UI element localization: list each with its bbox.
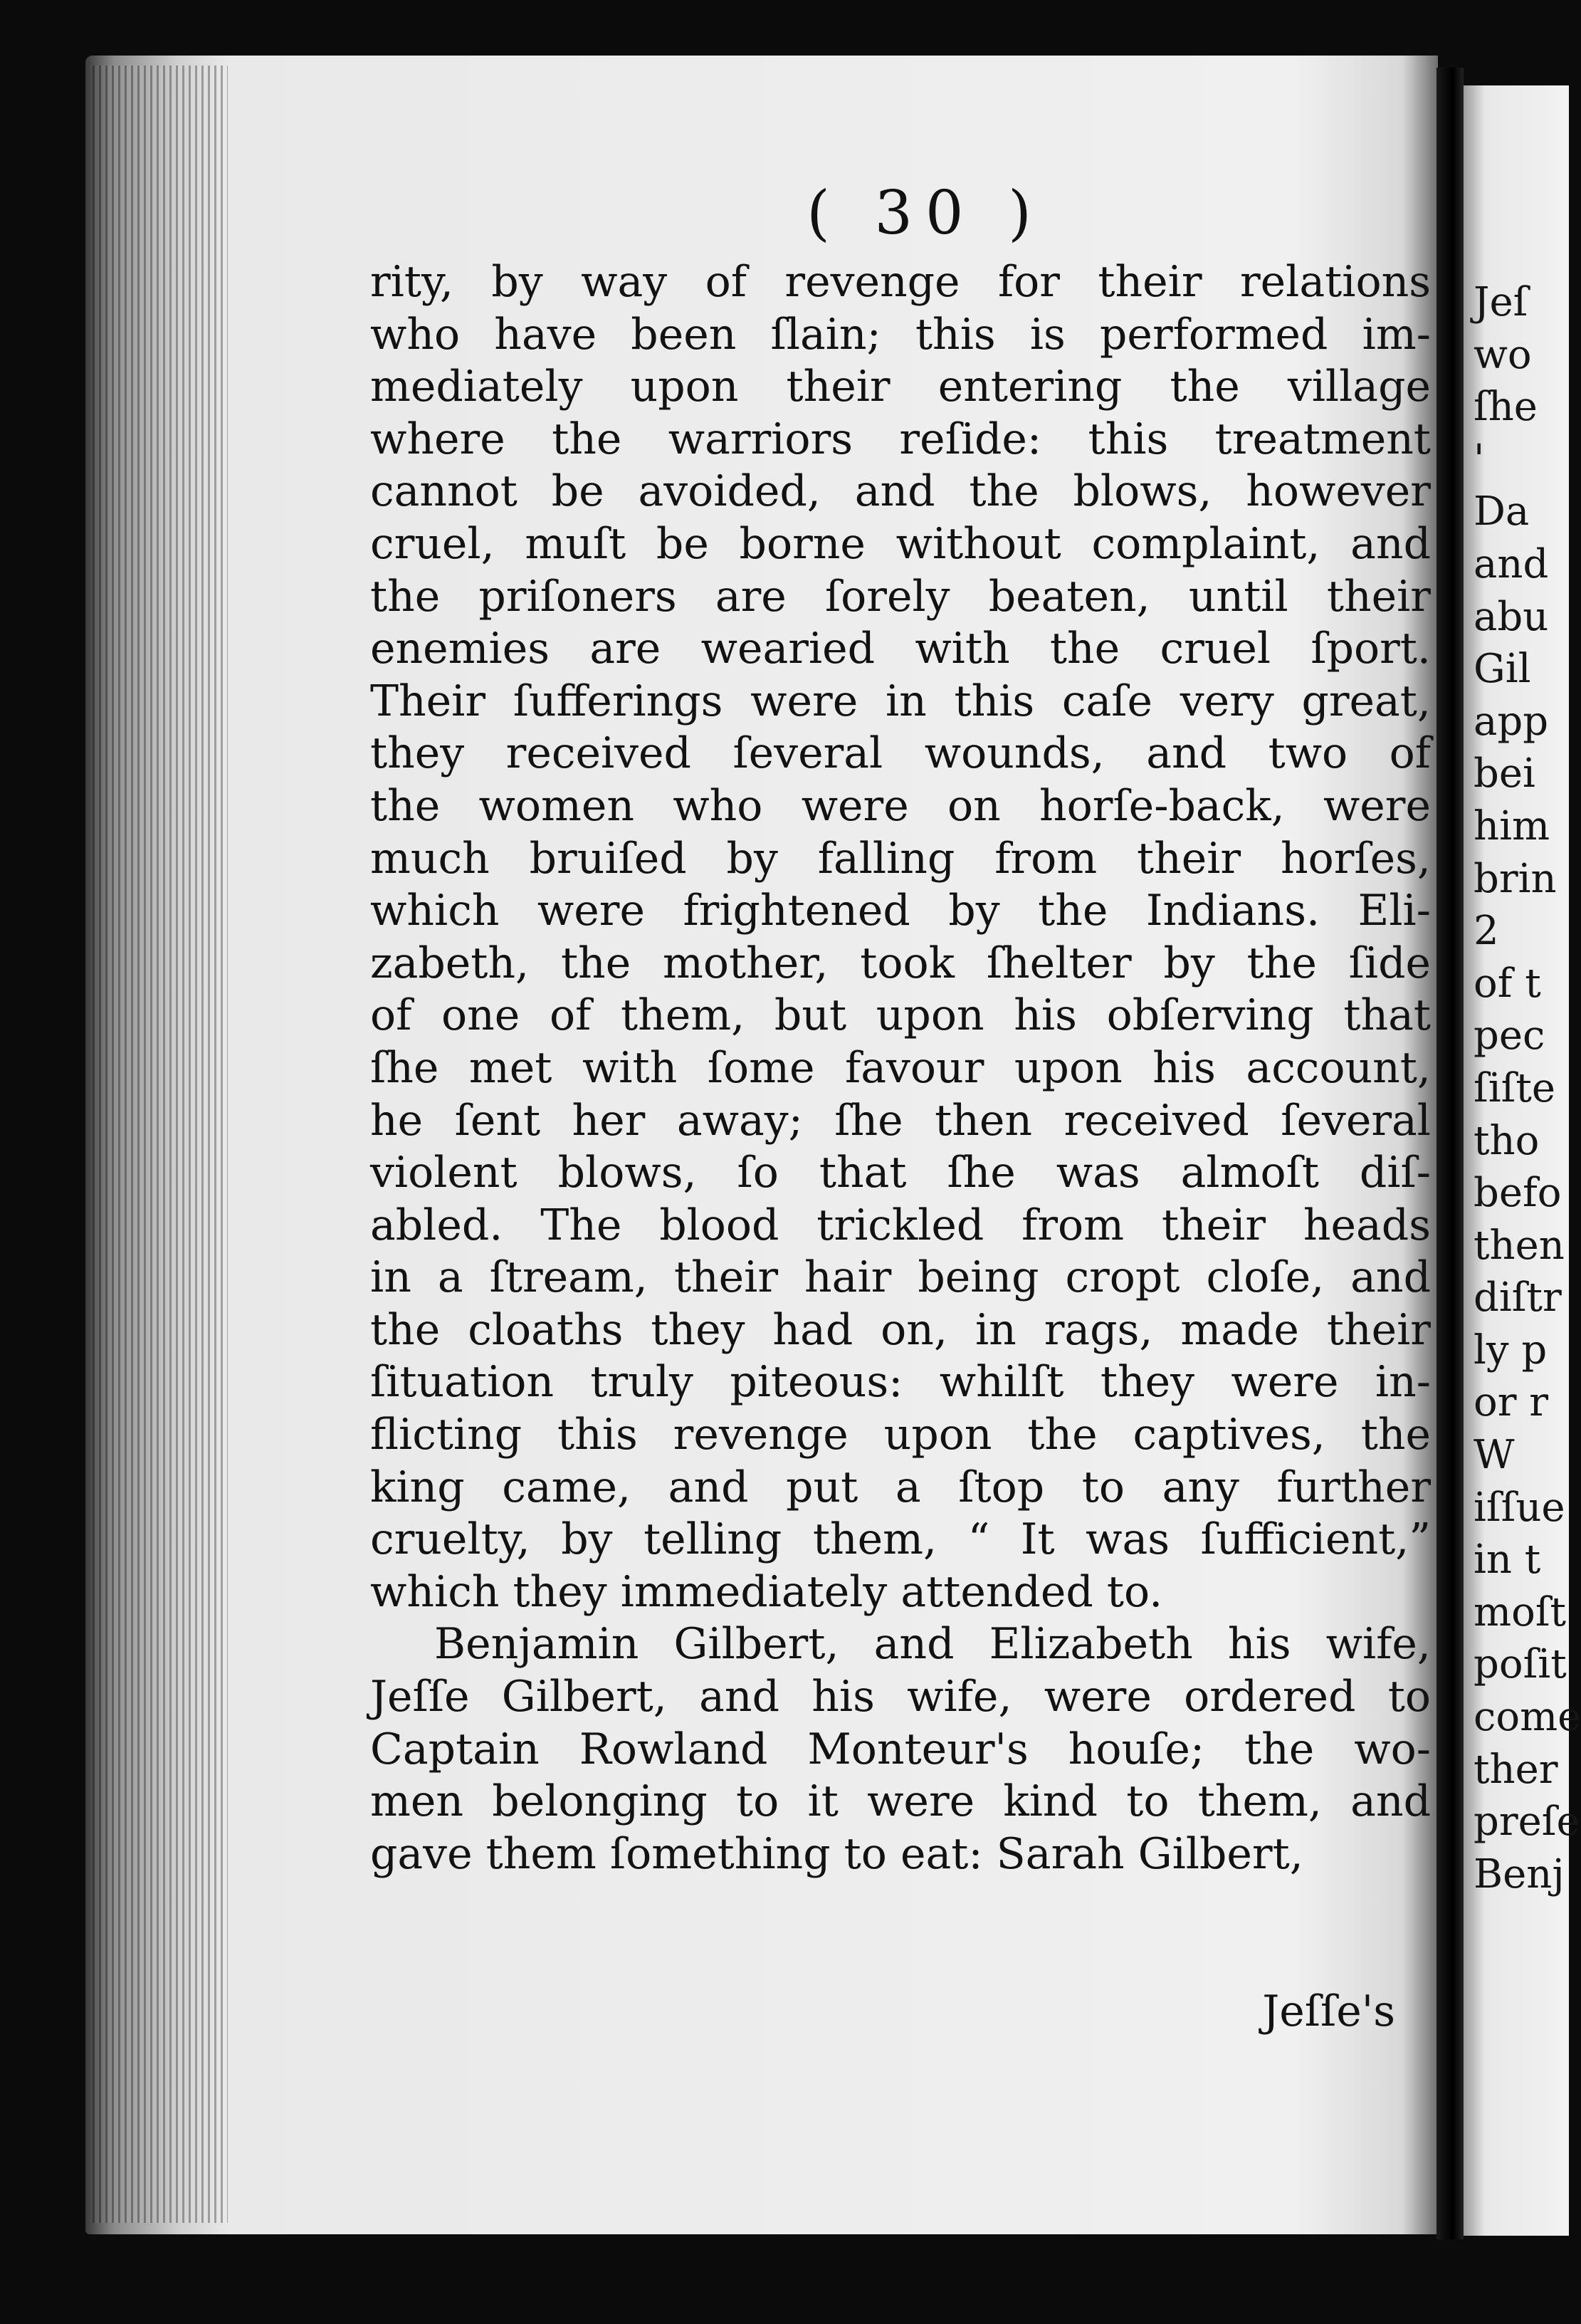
text-line: Benjamin Gilbert, and Elizabeth his wife, bbox=[434, 1619, 1431, 1670]
text-line: rity, by way of revenge for their relations bbox=[370, 257, 1431, 307]
body-text bbox=[370, 256, 1431, 1880]
text-line: flicting this revenge upon the captives, the bbox=[370, 1410, 1431, 1460]
text-line: which were frightened by the Indians. Eli- bbox=[370, 886, 1431, 936]
facing-page-line: Jeſ bbox=[1474, 279, 1528, 325]
facing-page-line: come bbox=[1474, 1694, 1581, 1741]
text-line: mediately upon their entering the village bbox=[370, 362, 1431, 412]
text-line: in a ſtream, their hair being cropt cloſe, and bbox=[370, 1252, 1431, 1303]
text-line: the cloaths they had on, in rags, made their bbox=[370, 1304, 1431, 1355]
facing-page-line: iſſue bbox=[1474, 1484, 1565, 1531]
facing-page-line: ther bbox=[1474, 1746, 1558, 1793]
facing-page-line: and bbox=[1474, 540, 1549, 587]
facing-page-line: brin bbox=[1474, 855, 1557, 902]
facing-page-line: Gil bbox=[1474, 646, 1531, 693]
text-line: the priſoners are ſorely beaten, until their bbox=[370, 571, 1431, 622]
text-line: ſituation truly piteous: whilſt they were in- bbox=[370, 1357, 1431, 1408]
facing-page-line: 2 bbox=[1474, 908, 1499, 955]
text-line: Jeſſe Gilbert, and his wife, were ordered to bbox=[370, 1672, 1431, 1722]
text-line: he ſent her away; ſhe then received ſeveral bbox=[370, 1095, 1431, 1146]
text-line: abled. The blood trickled from their heads bbox=[370, 1200, 1431, 1250]
text-line: ſhe met with ſome favour upon his account, bbox=[370, 1042, 1431, 1093]
facing-page-line: tho bbox=[1474, 1117, 1540, 1164]
facing-page-line: ' bbox=[1474, 436, 1485, 483]
facing-page-line: in t bbox=[1474, 1537, 1541, 1584]
facing-page-line: of t bbox=[1474, 960, 1541, 1007]
text-line: much bruiſed by falling from their horſes, bbox=[370, 833, 1431, 884]
facing-page-line: ly p bbox=[1474, 1326, 1548, 1373]
facing-page-line: pec bbox=[1474, 1012, 1545, 1059]
text-line: which they immediately attended to. bbox=[370, 1566, 1163, 1617]
page-number: ( 30 ) bbox=[807, 178, 1044, 248]
text-line: violent blows, ſo that ſhe was almoſt diſ- bbox=[370, 1148, 1431, 1198]
text-line: cannot be avoided, and the blows, however bbox=[370, 466, 1431, 517]
facing-page-line: Benj bbox=[1474, 1851, 1565, 1898]
text-line: of one of them, but upon his obſerving that bbox=[370, 990, 1431, 1041]
text-line: Their ſufferings were in this caſe very great, bbox=[370, 676, 1431, 726]
facing-page-line: poſit bbox=[1474, 1641, 1567, 1688]
facing-page-line: befo bbox=[1474, 1170, 1562, 1217]
text-line: who have been ſlain; this is performed im- bbox=[370, 309, 1431, 360]
page-edge-shadow bbox=[93, 66, 228, 2223]
text-line: where the warriors reſide: this treatment bbox=[370, 414, 1431, 464]
text-line: cruelty, by telling them, “ It was ſufficient,” bbox=[370, 1514, 1431, 1565]
facing-page-line: then bbox=[1474, 1222, 1565, 1269]
facing-page-line: app bbox=[1474, 698, 1549, 745]
facing-page-line: or r bbox=[1474, 1379, 1549, 1426]
facing-page-line: ſiſte bbox=[1474, 1064, 1556, 1111]
book-gutter bbox=[1436, 68, 1464, 2239]
facing-page-text bbox=[1474, 276, 1581, 1900]
text-line: cruel, muſt be borne without complaint, and bbox=[370, 518, 1431, 569]
text-line: they received ſeveral wounds, and two of bbox=[370, 728, 1431, 779]
text-line: king came, and put a ſtop to any further bbox=[370, 1462, 1431, 1512]
facing-page-line: preſe bbox=[1474, 1799, 1580, 1846]
facing-page-line: W bbox=[1474, 1432, 1515, 1479]
facing-page-line: him bbox=[1474, 802, 1550, 849]
text-line: men belonging to it were kind to them, and bbox=[370, 1776, 1431, 1827]
facing-page-line: abu bbox=[1474, 593, 1549, 640]
text-line: gave them ſomething to eat: Sarah Gilbert, bbox=[370, 1828, 1303, 1879]
text-line: the women who were on horſe-back, were bbox=[370, 780, 1431, 831]
facing-page-line: moſt bbox=[1474, 1588, 1567, 1635]
facing-page-line: wo bbox=[1474, 331, 1532, 378]
facing-page-line: Da bbox=[1474, 488, 1530, 535]
text-line: Captain Rowland Monteur's houſe; the wo- bbox=[370, 1724, 1431, 1774]
facing-page-line: diſtr bbox=[1474, 1274, 1562, 1321]
catchword: Jeſſe's bbox=[1262, 1987, 1395, 2036]
facing-page-line: bei bbox=[1474, 750, 1535, 797]
facing-page-line: ſhe bbox=[1474, 384, 1538, 431]
text-line: zabeth, the mother, took ſhelter by the ſide bbox=[370, 938, 1431, 988]
text-line: enemies are wearied with the cruel ſport. bbox=[370, 624, 1431, 674]
